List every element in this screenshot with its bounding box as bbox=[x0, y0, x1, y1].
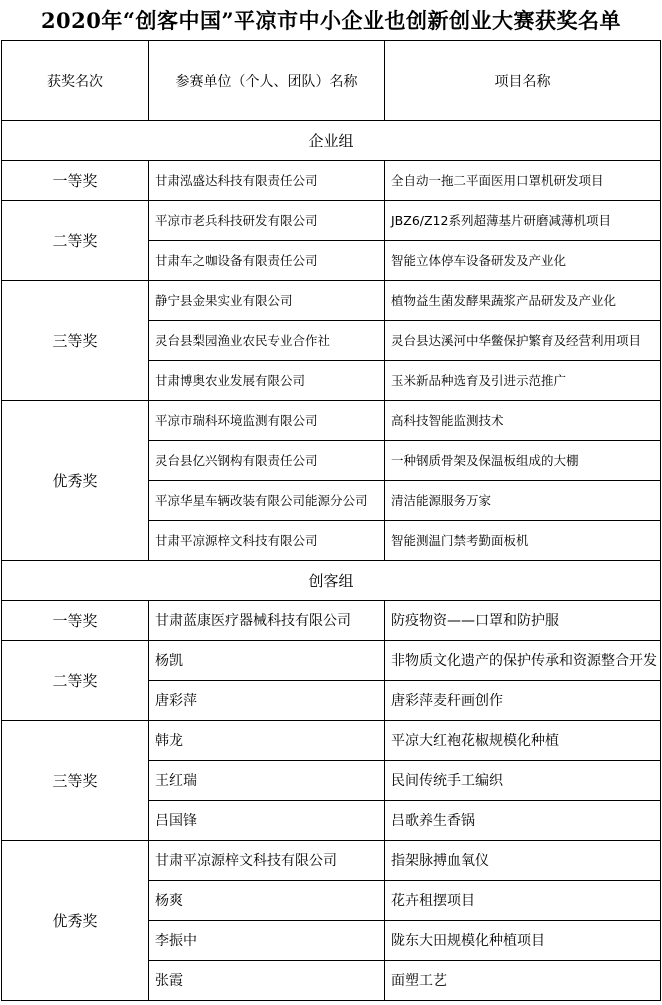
participant-name: 韩龙 bbox=[149, 721, 385, 761]
participant-name: 平凉市瑞科环境监测有限公司 bbox=[149, 401, 385, 441]
award-rank: 三等奖 bbox=[2, 281, 149, 401]
award-rank: 二等奖 bbox=[2, 641, 149, 721]
participant-name: 杨凯 bbox=[149, 641, 385, 681]
table-row bbox=[2, 841, 661, 881]
project-name: JBZ6/Z12系列超薄基片研磨减薄机项目 bbox=[385, 201, 661, 241]
participant-name: 静宁县金果实业有限公司 bbox=[149, 281, 385, 321]
participant-name: 甘肃蓝康医疗器械科技有限公司 bbox=[149, 601, 385, 641]
project-name: 吕歌养生香锅 bbox=[385, 801, 661, 841]
participant-name: 甘肃博奥农业发展有限公司 bbox=[149, 361, 385, 401]
project-name: 指架脉搏血氧仪 bbox=[385, 841, 661, 881]
table-row bbox=[2, 641, 661, 681]
project-name: 灵台县达溪河中华鳖保护繁育及经营利用项目 bbox=[385, 321, 661, 361]
participant-name: 王红瑞 bbox=[149, 761, 385, 801]
section-row bbox=[2, 121, 661, 161]
table-row bbox=[2, 401, 661, 441]
project-name: 植物益生菌发酵果蔬浆产品研发及产业化 bbox=[385, 281, 661, 321]
project-name: 民间传统手工编织 bbox=[385, 761, 661, 801]
participant-name: 甘肃平凉源梓文科技有限公司 bbox=[149, 521, 385, 561]
award-rank: 三等奖 bbox=[2, 721, 149, 841]
project-name: 一种钢质骨架及保温板组成的大棚 bbox=[385, 441, 661, 481]
section-label: 企业组 bbox=[2, 121, 661, 161]
header-row bbox=[2, 41, 661, 121]
document-title: 2020年“创客中国”平凉市中小企业也创新创业大赛获奖名单 bbox=[40, 8, 622, 33]
project-name: 高科技智能监测技术 bbox=[385, 401, 661, 441]
award-rank: 一等奖 bbox=[2, 601, 149, 641]
project-name: 非物质文化遗产的保护传承和资源整合开发 bbox=[385, 641, 661, 681]
header-rank: 获奖名次 bbox=[2, 41, 149, 121]
award-rank: 优秀奖 bbox=[2, 401, 149, 561]
header-project: 项目名称 bbox=[385, 41, 661, 121]
participant-name: 平凉华星车辆改装有限公司能源分公司 bbox=[149, 481, 385, 521]
award-table bbox=[1, 40, 661, 1001]
participant-name: 张霞 bbox=[149, 961, 385, 1001]
participant-name: 甘肃车之咖设备有限责任公司 bbox=[149, 241, 385, 281]
participant-name: 灵台县梨园渔业农民专业合作社 bbox=[149, 321, 385, 361]
participant-name: 甘肃平凉源梓文科技有限公司 bbox=[149, 841, 385, 881]
project-name: 面塑工艺 bbox=[385, 961, 661, 1001]
award-rank: 一等奖 bbox=[2, 161, 149, 201]
participant-name: 唐彩萍 bbox=[149, 681, 385, 721]
participant-name: 杨爽 bbox=[149, 881, 385, 921]
project-name: 平凉大红袍花椒规模化种植 bbox=[385, 721, 661, 761]
header-unit: 参赛单位（个人、团队）名称 bbox=[149, 41, 385, 121]
project-name: 陇东大田规模化种植项目 bbox=[385, 921, 661, 961]
table-row bbox=[2, 161, 661, 201]
award-rank: 二等奖 bbox=[2, 201, 149, 281]
table-body bbox=[2, 121, 661, 1001]
participant-name: 灵台县亿兴钢构有限责任公司 bbox=[149, 441, 385, 481]
award-rank: 优秀奖 bbox=[2, 841, 149, 1001]
project-name: 唐彩萍麦秆画创作 bbox=[385, 681, 661, 721]
project-name: 花卉租摆项目 bbox=[385, 881, 661, 921]
project-name: 智能立体停车设备研发及产业化 bbox=[385, 241, 661, 281]
table-row bbox=[2, 281, 661, 321]
section-row bbox=[2, 561, 661, 601]
participant-name: 平凉市老兵科技研发有限公司 bbox=[149, 201, 385, 241]
table-row bbox=[2, 721, 661, 761]
table-row bbox=[2, 201, 661, 241]
section-label: 创客组 bbox=[2, 561, 661, 601]
participant-name: 甘肃泓盛达科技有限责任公司 bbox=[149, 161, 385, 201]
project-name: 智能测温门禁考勤面板机 bbox=[385, 521, 661, 561]
participant-name: 李振中 bbox=[149, 921, 385, 961]
table-row bbox=[2, 601, 661, 641]
participant-name: 吕国锋 bbox=[149, 801, 385, 841]
project-name: 全自动一拖二平面医用口罩机研发项目 bbox=[385, 161, 661, 201]
project-name: 玉米新品种选育及引进示范推广 bbox=[385, 361, 661, 401]
project-name: 清洁能源服务万家 bbox=[385, 481, 661, 521]
project-name: 防疫物资——口罩和防护服 bbox=[385, 601, 661, 641]
